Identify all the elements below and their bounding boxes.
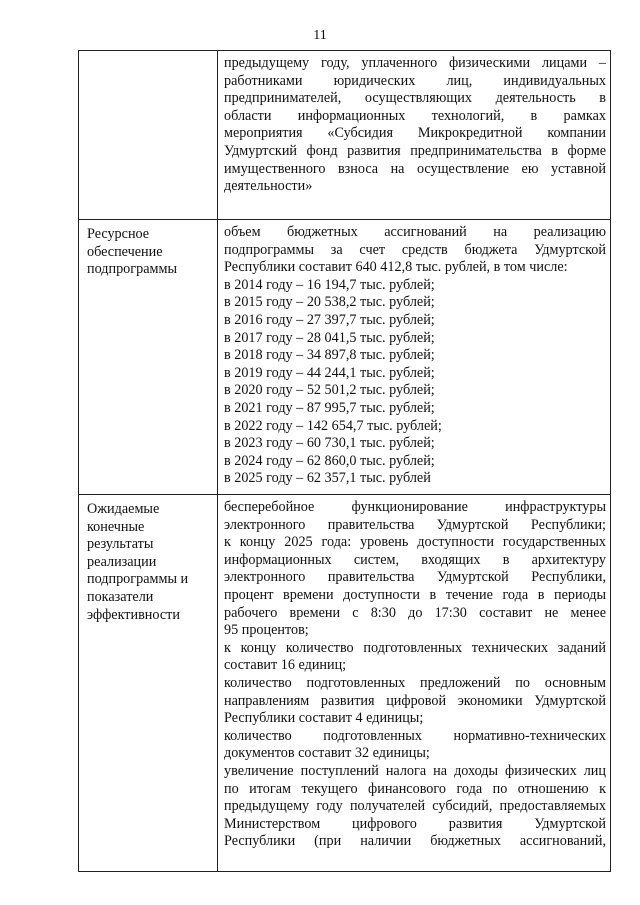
row-label-cell (79, 51, 218, 220)
row-content-cell (218, 220, 611, 495)
row-label-cell (79, 495, 218, 872)
text-line: по итогам текущего финансового года по отношению к (224, 780, 606, 797)
budget-year-line: в 2017 году – 28 041,5 тыс. рублей; (224, 329, 435, 346)
row-label-cell (79, 220, 218, 495)
budget-year-line: в 2024 году – 62 860,0 тыс. рублей; (224, 452, 435, 469)
budget-year-line: в 2023 году – 60 730,1 тыс. рублей; (224, 435, 435, 452)
row-content-cell (218, 51, 611, 220)
budget-year-line: в 2015 году – 20 538,2 тыс. рублей; (224, 294, 435, 311)
text-line: предыдущему году получателей субсидий, предоставляемых (224, 798, 606, 815)
table-row (79, 220, 611, 495)
text-line: предыдущему году, уплаченного физическими лицами – (224, 55, 606, 71)
row-label-line: показатели (87, 588, 154, 605)
row-content-cell (218, 495, 611, 872)
text-line: предпринимателей, осуществляющих деятельность в (224, 90, 606, 107)
page-number: 11 (313, 28, 327, 43)
text-line: Республики (при наличии бюджетных ассигнований, (224, 833, 606, 850)
text-line: составит 16 единиц; (224, 657, 347, 674)
row-label-line: подпрограммы (87, 261, 177, 278)
text-line: деятельности» (224, 178, 313, 195)
row-label-line: реализации (87, 553, 157, 570)
budget-year-line: в 2019 году – 44 244,1 тыс. рублей; (224, 364, 435, 381)
text-line: Республики составит 4 единицы; (224, 710, 424, 727)
row-label-line: Ресурсное (87, 226, 150, 242)
text-line: увеличение поступлений налога на доходы физических лиц (224, 762, 606, 779)
row-label-line: эффективности (87, 606, 180, 623)
text-line: процент времени доступности в течение года в периоды (224, 586, 606, 603)
text-line: к концу 2025 года: уровень доступности государственных (224, 534, 606, 551)
budget-year-line: в 2020 году – 52 501,2 тыс. рублей; (224, 382, 435, 399)
table-row (79, 51, 611, 220)
text-line: 95 процентов; (224, 622, 309, 639)
text-line: электронного правительства Удмуртской Республики, (224, 569, 606, 586)
budget-year-line: в 2018 году – 34 897,8 тыс. рублей; (224, 347, 435, 364)
text-line: мероприятия «Субсидия Микрокредитной компании (224, 125, 606, 142)
row-label-line: подпрограммы и (87, 571, 189, 588)
budget-year-line: в 2016 году – 27 397,7 тыс. рублей; (224, 311, 435, 328)
row-label-line: Ожидаемые (87, 501, 160, 517)
text-line: объем бюджетных ассигнований на реализацию (224, 224, 606, 240)
row-label-line: конечные (87, 518, 145, 535)
text-line: Республики составит 640 412,8 тыс. рублей, в том числе: (224, 259, 568, 276)
text-line: Министерством цифрового развития Удмуртской (224, 815, 606, 832)
text-line: количество подготовленных нормативно-технических (224, 727, 606, 744)
text-line: количество подготовленных предложений по основным (224, 674, 606, 691)
text-line: рабочего времени с 8:30 до 17:30 составит не менее (224, 604, 606, 621)
budget-year-line: в 2021 году – 87 995,7 тыс. рублей; (224, 399, 435, 416)
passport-table (78, 50, 611, 872)
budget-year-line: в 2022 году – 142 654,7 тыс. рублей; (224, 417, 442, 434)
text-line: подпрограммы за счет средств бюджета Удмуртской (224, 241, 606, 258)
text-line: электронного правительства Удмуртской Республики; (224, 516, 606, 533)
text-line: Удмуртский фонд развития предпринимательства в форме (224, 142, 606, 159)
text-line: документов составит 32 единицы; (224, 745, 430, 762)
text-line: информационных систем, входящих в архитектуру (224, 551, 606, 568)
budget-year-line: в 2025 году – 62 357,1 тыс. рублей (224, 470, 431, 487)
text-line: области информационных технологий, в рамках (224, 107, 606, 124)
text-line: работниками юридических лиц, индивидуальных (224, 72, 606, 89)
text-line: бесперебойное функционирование инфраструктуры (224, 499, 606, 515)
text-line: направлениям развития цифровой экономики Удмуртской (224, 692, 606, 709)
row-label-line: обеспечение (87, 243, 163, 260)
text-line: к концу количество подготовленных технических заданий (224, 639, 606, 656)
row-label-line: результаты (87, 536, 154, 553)
table-row (79, 495, 611, 872)
budget-year-line: в 2014 году – 16 194,7 тыс. рублей; (224, 276, 435, 293)
text-line: имущественного взноса на осуществление ею уставной (224, 160, 606, 177)
